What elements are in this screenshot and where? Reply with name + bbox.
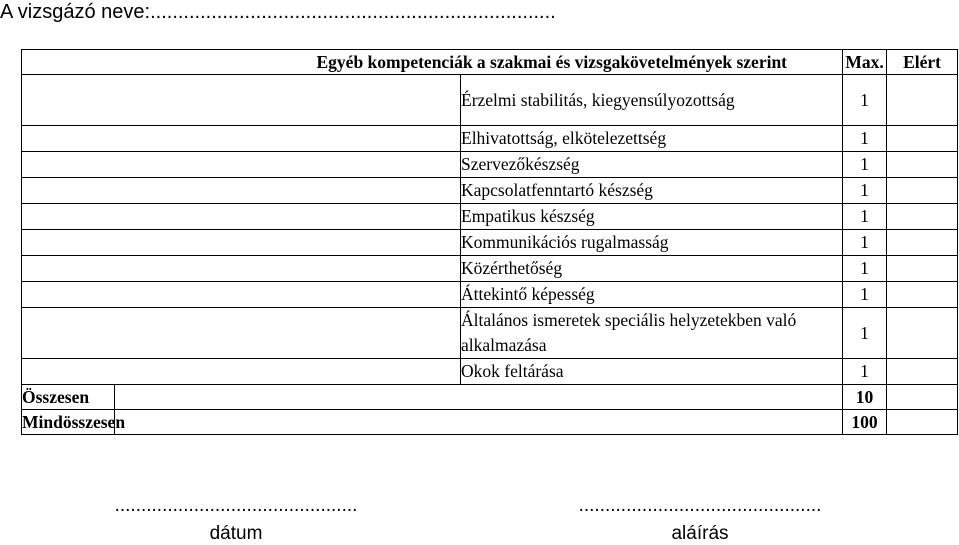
blank-cell xyxy=(22,75,461,126)
column-header-max: Max. xyxy=(843,50,887,75)
examinee-name-dots: ......................................................................... xyxy=(150,1,556,23)
total-label: Összesen xyxy=(22,385,115,410)
max-points: 1 xyxy=(843,256,887,282)
competency-name: Szervezőkészség xyxy=(461,152,843,178)
table-header-row xyxy=(22,50,958,75)
blank-cell xyxy=(22,256,461,282)
competency-name: Elhivatottság, elkötelezettség xyxy=(461,126,843,152)
table-row xyxy=(22,256,958,282)
achieved-points-cell[interactable] xyxy=(887,152,958,178)
blank-cell xyxy=(22,359,461,385)
competency-name: Empatikus készség xyxy=(461,204,843,230)
blank-cell xyxy=(22,308,461,359)
max-points: 1 xyxy=(843,204,887,230)
max-points: 1 xyxy=(843,308,887,359)
signature-dots: .............................................. xyxy=(578,495,822,516)
table-row xyxy=(22,178,958,204)
competency-name: Áttekintő képesség xyxy=(461,282,843,308)
column-header-elert: Elért xyxy=(887,50,958,75)
examinee-name-label: A vizsgázó neve: xyxy=(0,1,151,23)
achieved-points-cell[interactable] xyxy=(887,204,958,230)
signature-block xyxy=(550,497,850,545)
achieved-points-cell[interactable] xyxy=(887,126,958,152)
max-points: 1 xyxy=(843,230,887,256)
blank-cell xyxy=(115,385,843,410)
table-row xyxy=(22,204,958,230)
competency-name: Közérthetőség xyxy=(461,256,843,282)
competency-table xyxy=(21,49,958,435)
achieved-points-cell[interactable] xyxy=(887,359,958,385)
table-row xyxy=(22,282,958,308)
examinee-name-line xyxy=(0,0,556,24)
table-row xyxy=(22,359,958,385)
grand-total-max: 100 xyxy=(843,410,887,435)
competency-name: Kapcsolatfenntartó készség xyxy=(461,178,843,204)
achieved-points-cell[interactable] xyxy=(887,178,958,204)
grand-total-row xyxy=(22,410,958,435)
grand-total-achieved-cell[interactable] xyxy=(887,410,958,435)
table-row xyxy=(22,152,958,178)
blank-cell xyxy=(22,178,461,204)
max-points: 1 xyxy=(843,359,887,385)
total-max: 10 xyxy=(843,385,887,410)
blank-cell xyxy=(115,410,843,435)
blank-cell xyxy=(22,204,461,230)
total-achieved-cell[interactable] xyxy=(887,385,958,410)
achieved-points-cell[interactable] xyxy=(887,282,958,308)
date-signature-block xyxy=(86,497,386,545)
competency-name: Okok feltárása xyxy=(461,359,843,385)
achieved-points-cell[interactable] xyxy=(887,75,958,126)
max-points: 1 xyxy=(843,282,887,308)
table-row xyxy=(22,230,958,256)
signature-label: aláírás xyxy=(671,523,729,544)
max-points: 1 xyxy=(843,126,887,152)
achieved-points-cell[interactable] xyxy=(887,230,958,256)
competency-name: Kommunikációs rugalmasság xyxy=(461,230,843,256)
date-label: dátum xyxy=(209,523,263,544)
blank-cell xyxy=(22,126,461,152)
max-points: 1 xyxy=(843,75,887,126)
achieved-points-cell[interactable] xyxy=(887,256,958,282)
table-row xyxy=(22,75,958,126)
achieved-points-cell[interactable] xyxy=(887,308,958,359)
max-points: 1 xyxy=(843,152,887,178)
table-row xyxy=(22,126,958,152)
date-dots: .............................................. xyxy=(114,495,358,516)
total-row xyxy=(22,385,958,410)
competency-name: Általános ismeretek speciális helyzetekben való alkalmazása xyxy=(461,308,843,359)
table-title: Egyéb kompetenciák a szakmai és vizsgakövetelmények szerint xyxy=(22,50,843,75)
max-points: 1 xyxy=(843,178,887,204)
competency-name: Érzelmi stabilitás, kiegyensúlyozottság xyxy=(461,75,843,126)
grand-total-label: Mindösszesen xyxy=(22,410,115,435)
table-row xyxy=(22,308,958,359)
blank-cell xyxy=(22,152,461,178)
blank-cell xyxy=(22,230,461,256)
blank-cell xyxy=(22,282,461,308)
